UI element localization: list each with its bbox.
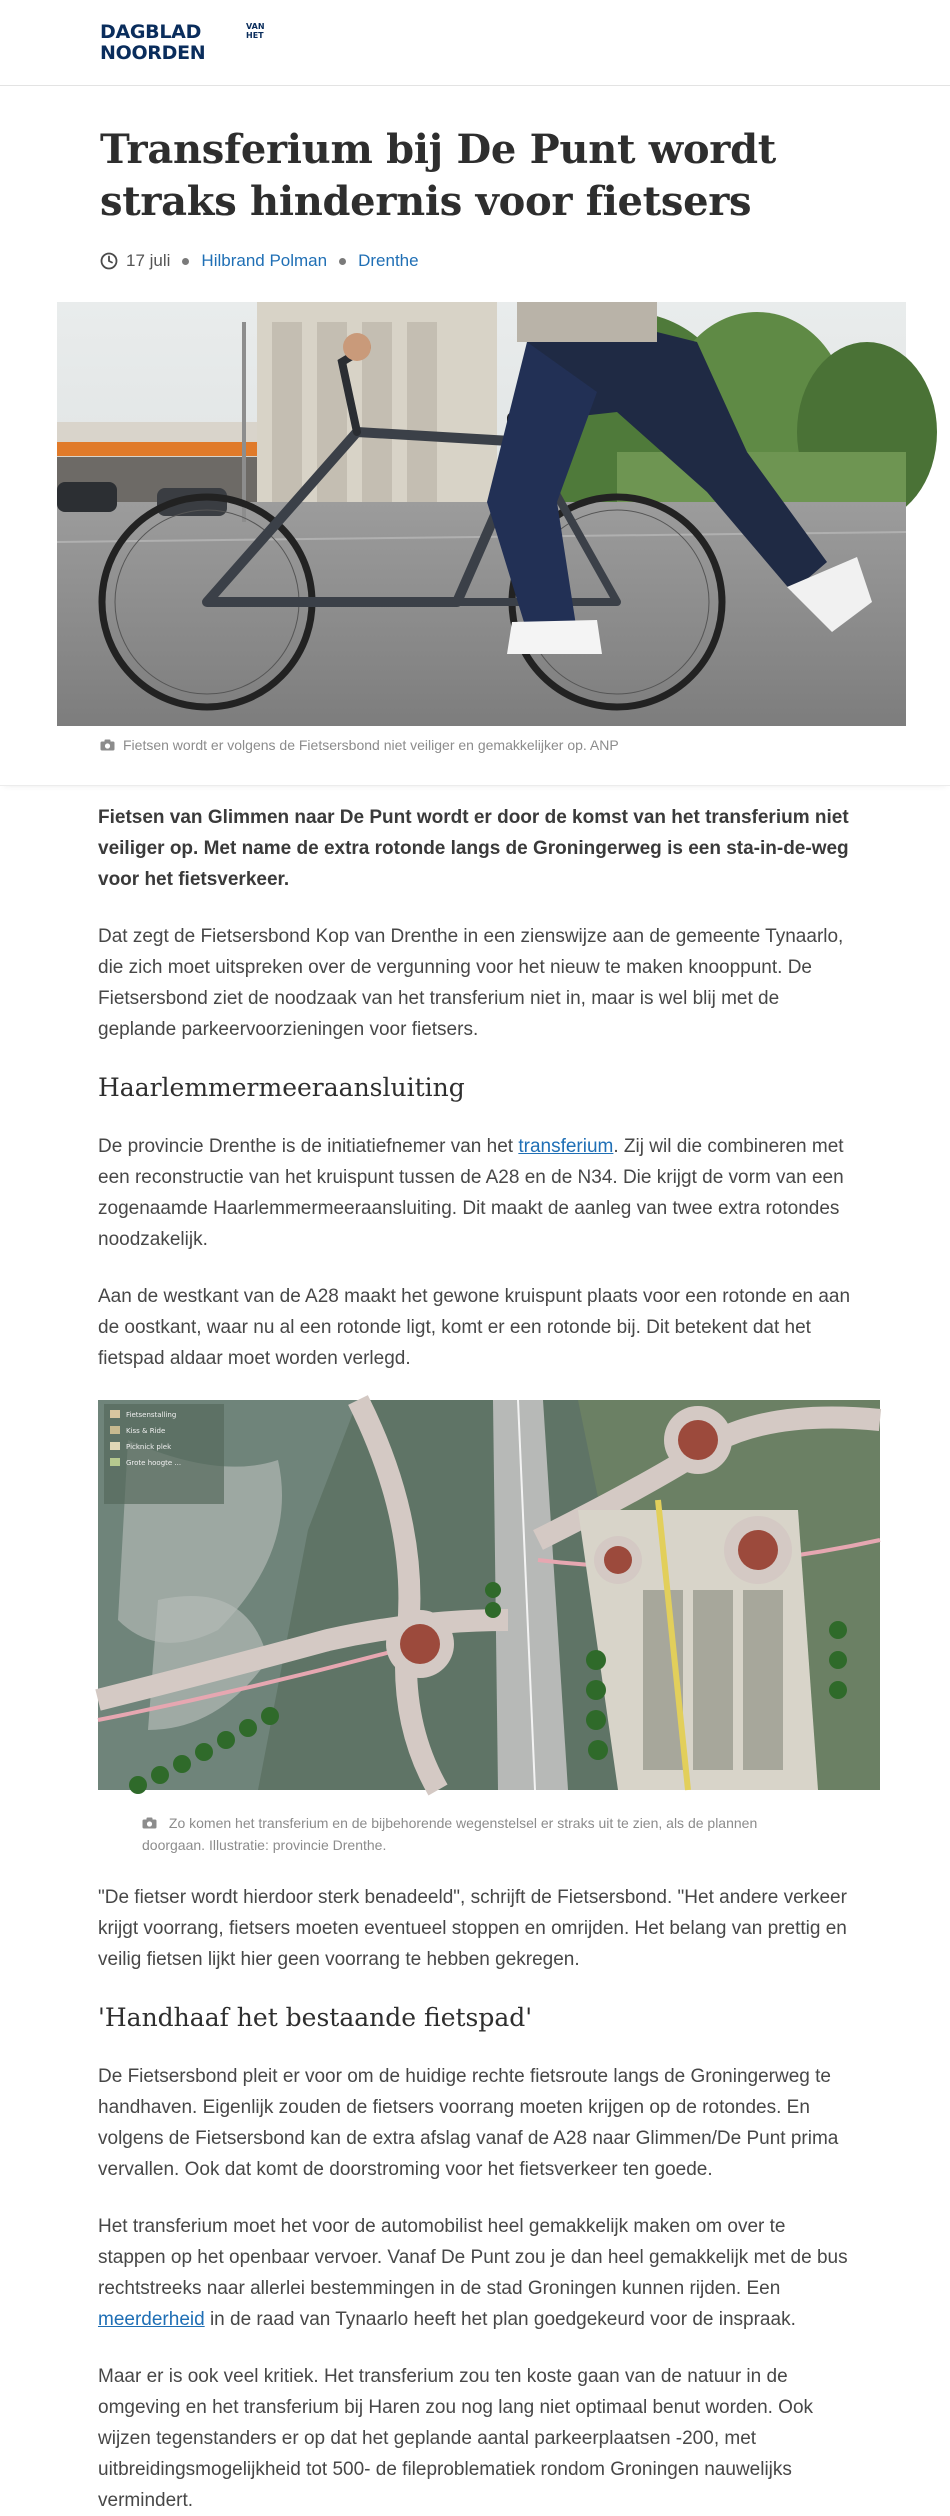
article-meta: [100, 248, 850, 274]
site-header: [0, 0, 950, 86]
paragraph: Dat zegt de Fietsersbond Kop van Drenthe in een zienswijze aan de gemeente Tynaarlo, die zich moet uitspreken over de vergunning voor het nieuw te maken knooppunt. De Fietsersbond ziet de noodzaak van het transferium niet in, maar is wel blij met de geplande parkeervoorzieningen voor fietsers.: [98, 926, 844, 1040]
paragraph: "De fietser wordt hierdoor sterk benadeeld", schrijft de Fietsersbond. "Het andere verkeer krijgt voorrang, fietsers moeten eventueel stoppen en omrijden. Het belang van prettig en veilig fietsen lijkt hier geen voorrang te hebben gekregen.: [98, 1887, 847, 1970]
logo-line-1: DAGBLAD: [100, 21, 202, 43]
hero-caption-text: Fietsen wordt er volgens de Fietsersbond niet veiliger en gemakkelijker op. ANP: [123, 737, 619, 753]
camera-icon: [142, 1817, 157, 1829]
hero-image: [57, 302, 906, 726]
logo-small-text: VAN HET: [246, 22, 265, 40]
paragraph: De Fietsersbond pleit er voor om de huidige rechte fietsroute langs de Groningerweg te handhaven. Eigenlijk zouden de fietsers voorrang moeten krijgen op de rotondes. En volgens de Fietsersbond kan de extra afslag vanaf de A28 naar Glimmen/De Punt prima vervallen. Ook dat komt de doorstroming voor het fietsverkeer ten goede.: [98, 2066, 839, 2180]
author-link[interactable]: Hilbrand Polman: [201, 251, 328, 270]
meerderheid-link[interactable]: meerderheid: [98, 2309, 205, 2330]
illustration-caption: [98, 1790, 852, 1856]
logo-line-2: NOORDEN: [100, 42, 206, 64]
legend-item: Kiss & Ride: [126, 1427, 166, 1435]
article-body: [0, 802, 950, 2516]
region-link[interactable]: Drenthe: [358, 251, 419, 270]
paragraph: [98, 2211, 852, 2335]
paragraph-text: in de raad van Tynaarlo heeft het plan goedgekeurd voor de inspraak.: [204, 2309, 796, 2330]
illustration-container: [98, 1400, 852, 1856]
subheading: Haarlemmermeeraansluiting: [98, 1073, 465, 1102]
paragraph: Aan de westkant van de A28 maakt het gewone kruispunt plaats voor een rotonde en aan de oostkant, waar nu al een rotonde ligt, komt er een rotonde bij. Dit betekent dat het fietspad aldaar moet worden verlegd.: [98, 1286, 851, 1369]
paragraph-text: De provincie Drenthe is de initiatiefnemer van het: [98, 1136, 519, 1157]
legend-item: Grote hoogte ...: [126, 1459, 182, 1467]
meta-separator: [339, 258, 346, 265]
camera-icon: [100, 739, 115, 751]
article-header: [0, 86, 950, 274]
article-title: Transferium bij De Punt wordt straks hindernis voor fietsers: [100, 126, 776, 225]
subheading: 'Handhaaf het bestaande fietspad': [98, 2003, 533, 2032]
paragraph-text: Het transferium moet het voor de automobilist heel gemakkelijk maken om over te stappen op het openbaar vervoer. Vanaf De Punt zou je dan heel gemakkelijk met de bus rechtstreeks naar allerlei bestemmingen in de stad Groningen kunnen rijden. Een: [98, 2216, 848, 2299]
article-lead: Fietsen van Glimmen naar De Punt wordt er door de komst van het transferium niet veiliger op. Met name de extra rotonde langs de Groningerweg is een sta-in-de-weg voor het fietsverkeer.: [98, 807, 849, 890]
legend-item: Fietsenstalling: [126, 1411, 177, 1419]
transferium-plan-illustration: [98, 1400, 880, 1790]
clock-icon: [100, 252, 118, 270]
site-logo[interactable]: [100, 22, 270, 66]
section-divider: [0, 756, 950, 786]
article-date: 17 juli: [126, 251, 171, 270]
hero-caption: [0, 726, 950, 756]
meta-separator: [182, 258, 189, 265]
paragraph: Maar er is ook veel kritiek. Het transferium zou ten koste gaan van de natuur in de omgeving en het transferium bij Haren zou nog lang niet optimaal benut worden. Ook wijzen tegenstanders er op dat het geplande aantal parkeerplaatsen -200, met uitbreidingsmogelijkheid tot 500- de fileproblematiek rondom Groningen nauwelijks vermindert.: [98, 2366, 814, 2511]
transferium-link[interactable]: transferium: [518, 1136, 614, 1157]
hero-image-container: [0, 302, 950, 726]
paragraph-text: . Zij wil die combineren met een reconstructie van het kruispunt tussen de A28 en de N34. Die krijgt de vorm van een zogenaamde Haarlemmermeeraansluiting. Dit maakt de aanleg van twee extra rotondes noodzakelijk.: [98, 1136, 844, 1250]
legend-item: Picknick plek: [126, 1443, 172, 1451]
paragraph: [98, 1131, 852, 1255]
illustration-caption-text: Zo komen het transferium en de bijbehorende wegenstelsel er straks uit te zien, als de plannen doorgaan. Illustratie: provincie Drenthe.: [142, 1815, 758, 1853]
